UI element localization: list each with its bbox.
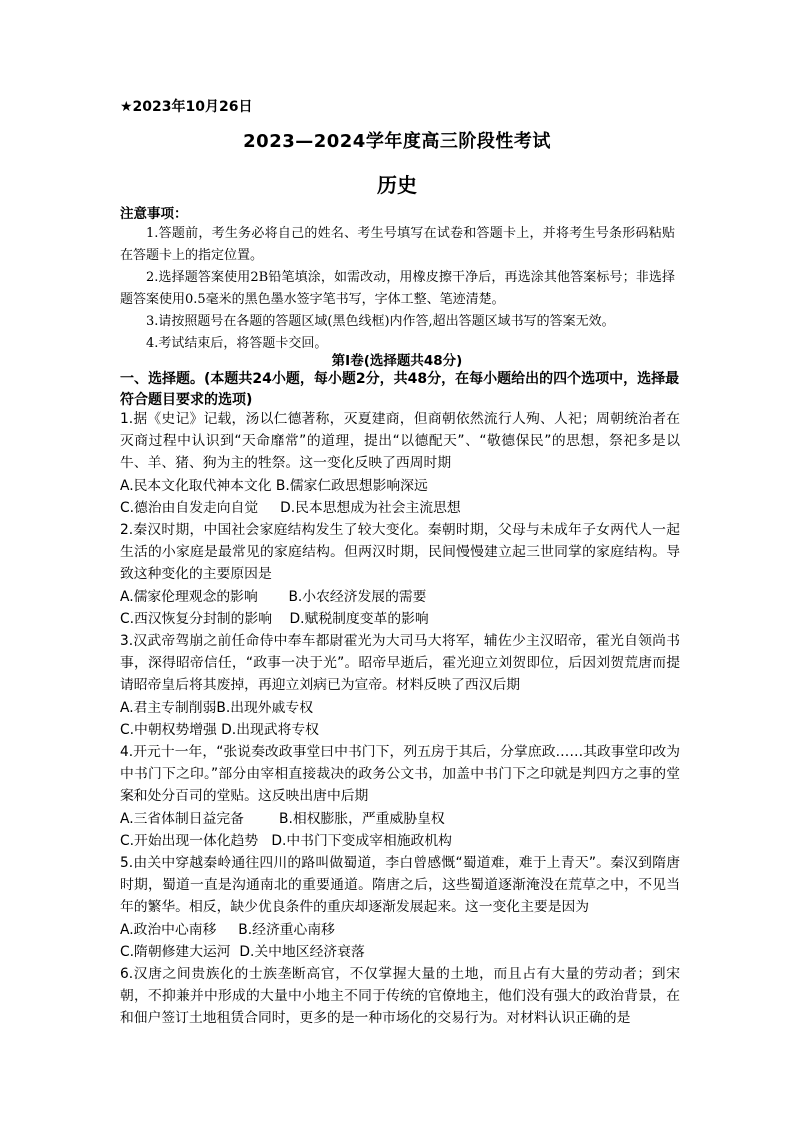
question-list <box>120 408 680 1030</box>
notice-item: 1.答题前，考生务必将自己的姓名、考生号填写在试卷和答题卡上，并将考生号条形码粘贴在答题卡上的指定位置。 <box>120 226 675 263</box>
question-options: C.开始出现一体化趋势 D.中书门下变成宰相施政机构 <box>120 832 452 849</box>
question-options: A.三省体制日益完备 B.相权膨胀，严重威胁皇权 <box>120 810 445 827</box>
question-stem: 5.由关中穿越秦岭通往四川的路叫做蜀道，李白曾感慨“蜀道难，难于上青天”。秦汉到隋唐时期，蜀道一直是沟通南北的重要通道。隋唐之后，这些蜀道逐渐淹没在荒草之中，不见当年的繁华。相反，缺少优良条件的重庆却逐渐发展起来。这一变化主要是因为 <box>120 855 680 916</box>
question-options: A.君主专制削弱B.出现外戚专权 <box>120 699 313 716</box>
section-heading: 一、选择题。(本题共24小题，每小题2分，共48分，在每小题给出的四个选项中，选择最符合题目要求的选项) <box>120 371 680 408</box>
exam-subject: 历史 <box>377 173 417 197</box>
question-options: C.隋朝修建大运河 D.关中地区经济衰落 <box>120 943 365 960</box>
question-options: A.民本文化取代神本文化 B.儒家仁政思想影响深远 <box>120 477 428 494</box>
question-stem: 1.据《史记》记载，汤以仁德著称，灭夏建商，但商朝依然流行人殉、人祀；周朝统治者在灭商过程中认识到“天命靡常”的道理，提出“以德配天”、“敬德保民”的思想，祭祀多是以牛、羊、猪、狗为主的牲祭。这一变化反映了西周时期 <box>120 411 680 472</box>
notice-list <box>120 223 675 355</box>
notice-item: 4.考试结束后，将答题卡交回。 <box>146 336 328 351</box>
notice-heading: 注意事项： <box>120 206 188 222</box>
question-stem: 3.汉武帝驾崩之前任命侍中奉车都尉霍光为大司马大将军，辅佐少主汉昭帝，霍光自领尚书事，深得昭帝信任，“政事一决于光”。昭帝早逝后，霍光迎立刘贺即位，后因刘贺荒唐而提请昭帝皇后将其废掉，再迎立刘病已为宣帝。材料反映了西汉后期 <box>120 633 680 694</box>
part-title: 第Ⅰ卷(选择题共48分) <box>331 353 463 369</box>
notice-item: 2.选择题答案使用2B铅笔填涂，如需改动，用橡皮擦干净后，再选涂其他答案标号；非选择题答案使用0.5毫米的黑色墨水签字笔书写，字体工整、笔迹清楚。 <box>120 270 675 307</box>
question-options: C.西汉恢复分封制的影响 D.赋税制度变革的影响 <box>120 610 429 627</box>
notice-item: 3.请按照题号在各题的答题区域(黑色线框)内作答,超出答题区域书写的答案无效。 <box>146 314 615 329</box>
question-options: C.德治由自发走向自觉 D.民本思想成为社会主流思想 <box>120 499 461 516</box>
exam-date: ★2023年10月26日 <box>120 99 253 115</box>
question-options: C.中朝权势增强 D.出现武将专权 <box>120 721 319 738</box>
exam-title: 2023—2024学年度高三阶段性考试 <box>243 131 551 152</box>
question-stem: 6.汉唐之间贵族化的士族垄断高官，不仅掌握大量的土地，而且占有大量的劳动者；到宋朝，不抑兼并中形成的大量中小地主不同于传统的官僚地主，他们没有强大的政治背景，在和佃户签订土地租赁合同时，更多的是一种市场化的交易行为。对材料认识正确的是 <box>120 966 680 1027</box>
question-stem: 4.开元十一年，“张说奏改政事堂曰中书门下，列五房于其后，分掌庶政……其政事堂印改为中书门下之印。”部分由宰相直接裁决的政务公文书，加盖中书门下之印就是判四方之事的堂案和处分百司的堂贴。这反映出唐中后期 <box>120 744 680 805</box>
question-stem: 2.秦汉时期，中国社会家庭结构发生了较大变化。秦朝时期，父母与未成年子女两代人一起生活的小家庭是最常见的家庭结构。但两汉时期，民间慢慢建立起三世同掌的家庭结构。导致这种变化的主要原因是 <box>120 522 680 583</box>
question-options: A.政治中心南移 B.经济重心南移 <box>120 921 335 938</box>
question-options: A.儒家伦理观念的影响 B.小农经济发展的需要 <box>120 588 427 605</box>
